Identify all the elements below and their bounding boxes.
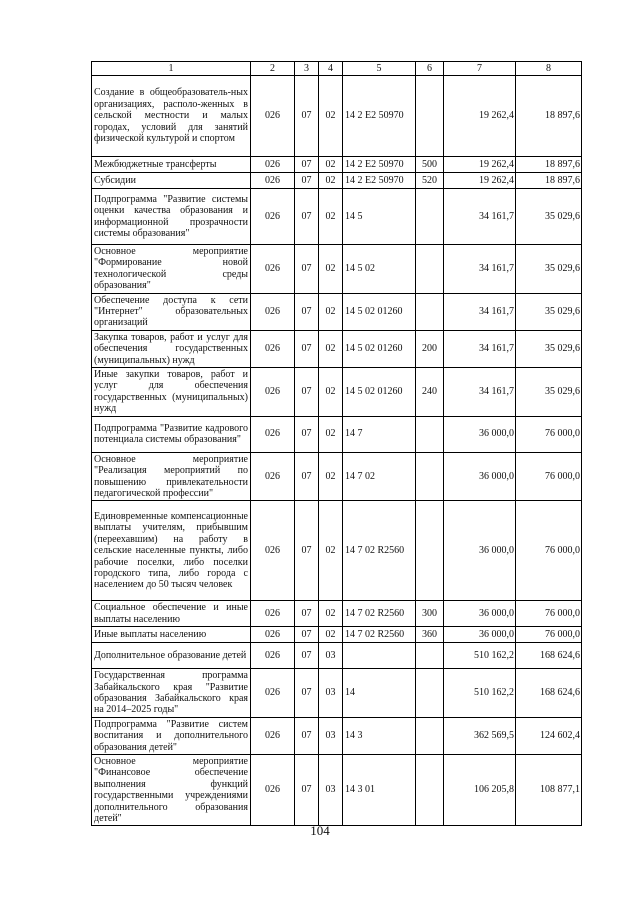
amount-year-2: 18 897,6 (516, 157, 582, 173)
expense-type-code (416, 189, 444, 245)
table-row (92, 416, 582, 452)
subsection-code: 02 (319, 452, 343, 501)
section-code: 07 (295, 189, 319, 245)
expense-type-code: 520 (416, 173, 444, 189)
row-name: Субсидии (92, 173, 251, 189)
expense-type-code (416, 643, 444, 669)
admin-code: 026 (251, 157, 295, 173)
amount-year-2: 35 029,6 (516, 330, 582, 367)
target-article-code: 14 7 02 (343, 452, 416, 501)
header-cell: 8 (516, 62, 582, 76)
row-name: Подпрограмма "Развитие систем воспитания и дополнительного образования детей" (92, 717, 251, 754)
subsection-code: 02 (319, 601, 343, 627)
amount-year-1: 34 161,7 (444, 330, 516, 367)
table-header-row (92, 62, 582, 76)
target-article-code: 14 3 (343, 717, 416, 754)
expense-type-code: 240 (416, 368, 444, 417)
subsection-code: 02 (319, 627, 343, 643)
amount-year-1: 34 161,7 (444, 368, 516, 417)
row-name: Подпрограмма "Развитие кадрового потенциала системы образования" (92, 416, 251, 452)
admin-code: 026 (251, 452, 295, 501)
amount-year-2: 168 624,6 (516, 643, 582, 669)
section-code: 07 (295, 173, 319, 189)
target-article-code: 14 5 (343, 189, 416, 245)
amount-year-2: 76 000,0 (516, 627, 582, 643)
target-article-code: 14 7 (343, 416, 416, 452)
section-code: 07 (295, 717, 319, 754)
admin-code: 026 (251, 643, 295, 669)
expense-type-code (416, 501, 444, 601)
header-cell: 3 (295, 62, 319, 76)
row-name: Государственная программа Забайкальского края "Развитие образования Забайкальского края на 2014–2025 годы" (92, 669, 251, 718)
amount-year-1: 19 262,4 (444, 173, 516, 189)
amount-year-2: 108 877,1 (516, 754, 582, 825)
target-article-code: 14 5 02 01260 (343, 293, 416, 330)
admin-code: 026 (251, 717, 295, 754)
amount-year-1: 19 262,4 (444, 76, 516, 157)
amount-year-1: 510 162,2 (444, 643, 516, 669)
admin-code: 026 (251, 601, 295, 627)
target-article-code: 14 3 01 (343, 754, 416, 825)
target-article-code: 14 7 02 R2560 (343, 501, 416, 601)
row-name: Закупка товаров, работ и услуг для обеспечения государственных (муниципальных) нужд (92, 330, 251, 367)
table-row (92, 754, 582, 825)
table-row (92, 189, 582, 245)
target-article-code: 14 5 02 01260 (343, 330, 416, 367)
table-row (92, 245, 582, 294)
table-row (92, 173, 582, 189)
subsection-code: 02 (319, 293, 343, 330)
row-name: Дополнительное образование детей (92, 643, 251, 669)
amount-year-2: 76 000,0 (516, 416, 582, 452)
amount-year-2: 35 029,6 (516, 293, 582, 330)
amount-year-2: 18 897,6 (516, 173, 582, 189)
expense-type-code (416, 669, 444, 718)
admin-code: 026 (251, 368, 295, 417)
expense-type-code (416, 717, 444, 754)
table-row (92, 669, 582, 718)
amount-year-2: 76 000,0 (516, 601, 582, 627)
subsection-code: 03 (319, 717, 343, 754)
table-row (92, 330, 582, 367)
subsection-code: 02 (319, 416, 343, 452)
expense-type-code (416, 754, 444, 825)
expense-type-code: 300 (416, 601, 444, 627)
target-article-code: 14 7 02 R2560 (343, 601, 416, 627)
subsection-code: 02 (319, 173, 343, 189)
subsection-code: 02 (319, 501, 343, 601)
amount-year-2: 35 029,6 (516, 245, 582, 294)
target-article-code: 14 5 02 01260 (343, 368, 416, 417)
amount-year-1: 34 161,7 (444, 189, 516, 245)
row-name: Единовременные компенсационные выплаты учителям, прибывшим (переехавшим) на работу в сельские населенные пункты, либо рабочие поселки, либо поселки городского типа, либо города с населением до 50 тысяч человек (92, 501, 251, 601)
amount-year-1: 34 161,7 (444, 293, 516, 330)
amount-year-1: 36 000,0 (444, 416, 516, 452)
target-article-code: 14 2 Е2 50970 (343, 157, 416, 173)
admin-code: 026 (251, 669, 295, 718)
amount-year-2: 76 000,0 (516, 452, 582, 501)
admin-code: 026 (251, 627, 295, 643)
amount-year-1: 19 262,4 (444, 157, 516, 173)
page-number: 104 (310, 823, 330, 838)
admin-code: 026 (251, 76, 295, 157)
admin-code: 026 (251, 293, 295, 330)
expense-type-code: 360 (416, 627, 444, 643)
section-code: 07 (295, 76, 319, 157)
admin-code: 026 (251, 330, 295, 367)
section-code: 07 (295, 669, 319, 718)
row-name: Основное мероприятие "Формирование новой технологической среды образования" (92, 245, 251, 294)
header-cell: 6 (416, 62, 444, 76)
amount-year-2: 168 624,6 (516, 669, 582, 718)
row-name: Создание в общеобразователь-ных организациях, располо-женных в сельской местности и малых городах, условий для занятий физической культурой и спортом (92, 76, 251, 157)
subsection-code: 02 (319, 368, 343, 417)
amount-year-1: 510 162,2 (444, 669, 516, 718)
amount-year-1: 34 161,7 (444, 245, 516, 294)
table-body (92, 76, 582, 826)
section-code: 07 (295, 157, 319, 173)
table-row (92, 601, 582, 627)
admin-code: 026 (251, 416, 295, 452)
row-name: Основное мероприятие "Реализация мероприятий по повышению привлекательности педагогической профессии" (92, 452, 251, 501)
section-code: 07 (295, 754, 319, 825)
target-article-code: 14 2 Е2 50970 (343, 173, 416, 189)
section-code: 07 (295, 452, 319, 501)
expense-type-code (416, 452, 444, 501)
budget-table (91, 61, 582, 826)
section-code: 07 (295, 416, 319, 452)
expense-type-code (416, 416, 444, 452)
row-name: Обеспечение доступа к сети "Интернет" образовательных организаций (92, 293, 251, 330)
admin-code: 026 (251, 754, 295, 825)
header-cell: 7 (444, 62, 516, 76)
table-row (92, 643, 582, 669)
row-name: Межбюджетные трансферты (92, 157, 251, 173)
target-article-code (343, 643, 416, 669)
header-cell: 5 (343, 62, 416, 76)
amount-year-2: 18 897,6 (516, 76, 582, 157)
header-cell: 4 (319, 62, 343, 76)
subsection-code: 03 (319, 754, 343, 825)
expense-type-code (416, 293, 444, 330)
table-row (92, 293, 582, 330)
section-code: 07 (295, 627, 319, 643)
amount-year-1: 36 000,0 (444, 501, 516, 601)
table-row (92, 76, 582, 157)
admin-code: 026 (251, 189, 295, 245)
row-name: Подпрограмма "Развитие системы оценки качества образования и информационной прозрачности системы образования" (92, 189, 251, 245)
subsection-code: 02 (319, 330, 343, 367)
subsection-code: 02 (319, 76, 343, 157)
subsection-code: 02 (319, 245, 343, 294)
amount-year-1: 36 000,0 (444, 452, 516, 501)
subsection-code: 03 (319, 643, 343, 669)
target-article-code: 14 7 02 R2560 (343, 627, 416, 643)
admin-code: 026 (251, 501, 295, 601)
section-code: 07 (295, 643, 319, 669)
row-name: Иные выплаты населению (92, 627, 251, 643)
table-row (92, 452, 582, 501)
amount-year-1: 106 205,8 (444, 754, 516, 825)
amount-year-2: 124 602,4 (516, 717, 582, 754)
section-code: 07 (295, 501, 319, 601)
table-row (92, 157, 582, 173)
amount-year-1: 362 569,5 (444, 717, 516, 754)
row-name: Социальное обеспечение и иные выплаты населению (92, 601, 251, 627)
header-cell: 1 (92, 62, 251, 76)
amount-year-1: 36 000,0 (444, 627, 516, 643)
table-row (92, 627, 582, 643)
table-row (92, 501, 582, 601)
table-row (92, 717, 582, 754)
header-cell: 2 (251, 62, 295, 76)
admin-code: 026 (251, 245, 295, 294)
expense-type-code: 500 (416, 157, 444, 173)
expense-type-code (416, 245, 444, 294)
expense-type-code (416, 76, 444, 157)
target-article-code: 14 5 02 (343, 245, 416, 294)
row-name: Основное мероприятие "Финансовое обеспечение выполнения функций государственными учреждениями дополнительного образования детей" (92, 754, 251, 825)
expense-type-code: 200 (416, 330, 444, 367)
section-code: 07 (295, 368, 319, 417)
amount-year-2: 35 029,6 (516, 368, 582, 417)
row-name: Иные закупки товаров, работ и услуг для обеспечения государственных (муниципальных) нужд (92, 368, 251, 417)
section-code: 07 (295, 330, 319, 367)
target-article-code: 14 (343, 669, 416, 718)
amount-year-2: 76 000,0 (516, 501, 582, 601)
table-row (92, 368, 582, 417)
section-code: 07 (295, 293, 319, 330)
section-code: 07 (295, 245, 319, 294)
amount-year-2: 35 029,6 (516, 189, 582, 245)
subsection-code: 02 (319, 189, 343, 245)
subsection-code: 03 (319, 669, 343, 718)
section-code: 07 (295, 601, 319, 627)
target-article-code: 14 2 Е2 50970 (343, 76, 416, 157)
amount-year-1: 36 000,0 (444, 601, 516, 627)
admin-code: 026 (251, 173, 295, 189)
subsection-code: 02 (319, 157, 343, 173)
